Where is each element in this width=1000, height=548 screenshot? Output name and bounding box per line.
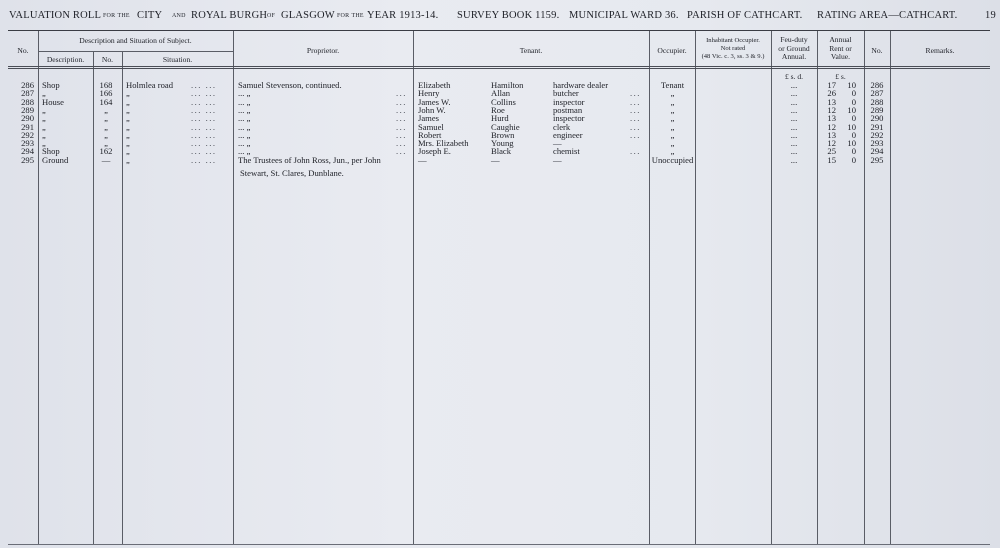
row-situation: Holmlea road (126, 80, 174, 90)
row-occupier: Tenant (660, 80, 685, 90)
unit-annual: £ s. (835, 72, 846, 81)
row-house-number: 164 (99, 96, 113, 107)
row-feu-duty: ... (790, 146, 798, 157)
row-tenant-first: James (418, 113, 440, 124)
row-proprietor-dots: ... (396, 129, 407, 140)
row-situation-dots: ... ... (191, 129, 217, 140)
row-pounds: 12 (827, 104, 836, 115)
row-number: 295 (21, 154, 34, 165)
row-proprietor: Samuel Stevenson, continued. (238, 80, 342, 90)
header-parish: PARISH OF CATHCART. (687, 10, 803, 21)
row-proprietor: ... „ (238, 113, 251, 124)
row-shillings: 0 (851, 129, 856, 140)
row-description: Shop (42, 80, 60, 90)
row-proprietor: ... „ (238, 121, 251, 132)
row-occupier: „ (670, 138, 675, 149)
row-number: 287 (21, 88, 34, 99)
row-proprietor-dots: ... (396, 88, 407, 99)
row-number-right: 292 (870, 129, 884, 140)
unit-feu: £ s. d. (785, 72, 803, 81)
row-tenant-last: Black (491, 146, 512, 157)
row-description: „ (42, 121, 46, 132)
row-situation: „ (126, 113, 130, 124)
row-number: 292 (21, 129, 34, 140)
row-tenant-last: Hurd (491, 113, 509, 124)
row-tenant-occupation: postman (553, 104, 583, 115)
row-tenant-first: — (418, 154, 427, 165)
header-glasgow: GLASGOW (281, 10, 335, 21)
header-page-number: 19 (985, 10, 996, 21)
col-feu-line3: Annual. (781, 52, 807, 61)
row-shillings: 0 (851, 146, 856, 157)
row-shillings: 0 (851, 154, 856, 165)
col-inhabitant-line2: Not rated (720, 45, 746, 52)
row-feu-duty: ... (790, 138, 798, 149)
row-tenant-last: Allan (491, 88, 511, 99)
col-inhabitant-line3: (48 Vic. c. 3, ss. 3 & 9.) (701, 53, 765, 60)
row-tenant-occupation: inspector (553, 113, 585, 124)
row-proprietor-dots: ... (396, 121, 407, 132)
col-situation: Situation. (162, 55, 193, 64)
row-situation: „ (126, 154, 130, 165)
row-tenant-first: Joseph E. (418, 146, 451, 157)
row-situation-dots: ... ... (191, 138, 217, 149)
col-inhabitant (695, 37, 771, 61)
row-proprietor: The Trustees of John Ross, Jun., per John (238, 154, 381, 165)
row-situation-dots: ... ... (191, 154, 217, 165)
row-proprietor-dots: ... (396, 113, 407, 124)
row-number: 294 (21, 146, 34, 157)
row-tenant-last: — (491, 154, 500, 165)
header-and: and (172, 10, 186, 19)
row-situation-dots: ... ... (191, 96, 217, 107)
row-number-right: 295 (870, 154, 884, 165)
row-feu-duty: ... (790, 104, 798, 115)
row-tenant-dots: ... (630, 121, 641, 132)
col-remarks: Remarks. (925, 46, 955, 55)
header-survey: SURVEY BOOK 1159. (457, 10, 560, 21)
row-number: 290 (21, 113, 34, 124)
row-feu-duty: ... (790, 113, 798, 124)
row-pounds: 13 (827, 113, 836, 124)
row-house-number: „ (104, 104, 108, 115)
row-tenant-occupation: inspector (553, 96, 585, 107)
valuation-table (8, 30, 990, 545)
row-proprietor: ... „ (238, 104, 251, 115)
row-number-right: 286 (870, 80, 884, 90)
col-feu-duty (771, 36, 817, 62)
row-feu-duty: ... (790, 80, 798, 90)
row-pounds: 15 (827, 154, 836, 165)
col-annual-line2: Rent or (829, 43, 852, 53)
row-description: House (42, 96, 64, 107)
row-tenant-occupation: hardware dealer (553, 80, 609, 90)
header-valuation-text: VALUATION ROLL (9, 10, 102, 21)
col-annual-line3: Value. (830, 52, 851, 61)
col-no: No. (17, 46, 29, 55)
col-annual-line1: Annual (829, 35, 852, 44)
row-situation: „ (126, 88, 130, 99)
page-header (9, 10, 994, 26)
row-shillings: 0 (851, 113, 856, 124)
row-situation: „ (126, 129, 130, 140)
row-tenant-last: Young (491, 138, 514, 149)
row-house-number: „ (104, 113, 108, 124)
col-proprietor: Proprietor. (306, 46, 340, 55)
header-for1: for the (103, 10, 130, 19)
row-tenant-last: Hamilton (491, 80, 524, 90)
row-proprietor: ... „ (238, 138, 251, 149)
row-occupier: „ (670, 88, 675, 99)
row-description: „ (42, 88, 46, 99)
row-tenant-last: Caughie (491, 121, 520, 132)
row-shillings: 10 (847, 80, 856, 90)
col-feu-line2: or Ground (778, 43, 810, 53)
header-city: CITY (137, 10, 163, 21)
row-number-right: 291 (870, 121, 884, 132)
row-number: 288 (21, 96, 34, 107)
row-proprietor: ... „ (238, 96, 251, 107)
col-no-right: No. (871, 46, 883, 55)
row-number: 293 (21, 138, 34, 149)
row-number-right: 289 (870, 104, 884, 115)
header-for2: for the (337, 10, 364, 19)
row-number-right: 293 (870, 138, 884, 149)
row-number-right: 290 (870, 113, 884, 124)
row-occupier: „ (670, 104, 675, 115)
row-occupier: „ (670, 121, 675, 132)
row-description: „ (42, 129, 46, 140)
row-situation-dots: ... ... (191, 80, 217, 90)
col-occupier: Occupier. (657, 46, 687, 55)
row-tenant-occupation: — (553, 138, 562, 149)
header-valuation (9, 10, 101, 21)
row-number-right: 294 (870, 146, 884, 157)
col-description: Description. (46, 55, 85, 64)
row-tenant-occupation: butcher (553, 88, 579, 99)
row-tenant-first: James W. (418, 96, 451, 107)
row-occupier: „ (670, 96, 675, 107)
row-pounds: 13 (827, 96, 836, 107)
row-house-number: 168 (99, 80, 113, 90)
row-situation: „ (126, 146, 130, 157)
header-royal: ROYAL BURGH (191, 10, 268, 21)
row-number: 291 (21, 121, 34, 132)
row-situation-dots: ... ... (191, 121, 217, 132)
row-feu-duty: ... (790, 88, 798, 99)
row-tenant-dots: ... (630, 129, 641, 140)
row-tenant-first: Henry (418, 88, 440, 99)
row-house-number: — (101, 154, 111, 165)
row-tenant-dots: ... (630, 113, 641, 124)
row-pounds: 13 (827, 129, 836, 140)
header-year: YEAR 1913-14. (367, 10, 439, 21)
row-tenant-last: Brown (491, 129, 515, 140)
row-tenant-last: Collins (491, 96, 516, 107)
row-situation: „ (126, 121, 130, 132)
row-description: Ground (42, 154, 69, 165)
row-description: Shop (42, 146, 60, 157)
row-shillings: 10 (847, 121, 856, 132)
row-tenant-last: Roe (491, 104, 505, 115)
header-ward: MUNICIPAL WARD 36. (569, 10, 679, 21)
row-pounds: 25 (827, 146, 836, 157)
row-tenant-first: Samuel (418, 121, 444, 132)
row-number-right: 287 (870, 88, 884, 99)
row-situation: „ (126, 104, 130, 115)
row-proprietor: ... „ (238, 146, 251, 157)
row-feu-duty: ... (790, 154, 798, 165)
row-tenant-first: Mrs. Elizabeth (418, 138, 469, 149)
row-tenant-occupation: — (553, 154, 562, 165)
row-number: 286 (21, 80, 34, 90)
row-situation-dots: ... ... (191, 113, 217, 124)
row-pounds: 17 (827, 80, 836, 90)
row-pounds: 12 (827, 138, 836, 149)
row-situation-dots: ... ... (191, 104, 217, 115)
row-tenant-first: John W. (418, 104, 446, 115)
row-proprietor-dots: ... (396, 146, 407, 157)
row-situation-dots: ... ... (191, 146, 217, 157)
row-feu-duty: ... (790, 121, 798, 132)
col-inhabitant-line1: Inhabitant Occupier. (706, 37, 760, 44)
row-proprietor-dots: ... (396, 104, 407, 115)
row-description: „ (42, 138, 46, 149)
row-tenant-dots: ... (630, 146, 641, 157)
header-of: of (267, 10, 276, 19)
row-number: 289 (21, 104, 34, 115)
row-description: „ (42, 104, 46, 115)
row-tenant-occupation: chemist (553, 146, 580, 157)
row-situation: „ (126, 138, 130, 149)
row-shillings: 10 (847, 138, 856, 149)
row-shillings: 0 (851, 88, 856, 99)
row-house-number: 166 (99, 88, 113, 99)
row-situation-dots: ... ... (191, 88, 217, 99)
row-number-right: 288 (870, 96, 884, 107)
row-tenant-occupation: clerk (553, 121, 571, 132)
row-tenant-occupation: engineer (553, 129, 583, 140)
row-proprietor: ... „ (238, 129, 251, 140)
row-house-number: 162 (99, 146, 113, 157)
row-shillings: 0 (851, 96, 856, 107)
row-tenant-dots: ... (630, 104, 641, 115)
row-tenant-dots: ... (630, 88, 641, 99)
header-rating: RATING AREA—CATHCART. (817, 10, 958, 21)
col-desc-group: Description and Situation of Subject. (79, 36, 192, 45)
row-pounds: 12 (827, 121, 836, 132)
row-shillings: 10 (847, 104, 856, 115)
row-house-number: „ (104, 129, 108, 140)
col-house-no: No. (101, 55, 114, 64)
row-proprietor-dots: ... (396, 96, 407, 107)
row-situation: „ (126, 96, 130, 107)
row-feu-duty: ... (790, 129, 798, 140)
row-proprietor: ... „ (238, 88, 251, 99)
col-tenant: Tenant. (519, 46, 543, 55)
row-tenant-first: Elizabeth (418, 80, 451, 90)
row-tenant-first: Robert (418, 129, 442, 140)
row-occupier: Unoccupied (651, 154, 694, 165)
proprietor-continuation: Stewart, St. Clares, Dunblane. (240, 168, 344, 178)
col-feu-line1: Feu-duty (780, 35, 808, 44)
row-occupier: „ (670, 146, 675, 157)
row-description: „ (42, 113, 46, 124)
row-house-number: „ (104, 138, 108, 149)
col-annual (817, 36, 864, 62)
row-pounds: 26 (827, 88, 836, 99)
row-proprietor-dots: ... (396, 138, 407, 149)
row-house-number: „ (104, 121, 108, 132)
row-feu-duty: ... (790, 96, 798, 107)
row-tenant-dots: ... (630, 96, 641, 107)
row-occupier: „ (670, 113, 675, 124)
row-occupier: „ (670, 129, 675, 140)
